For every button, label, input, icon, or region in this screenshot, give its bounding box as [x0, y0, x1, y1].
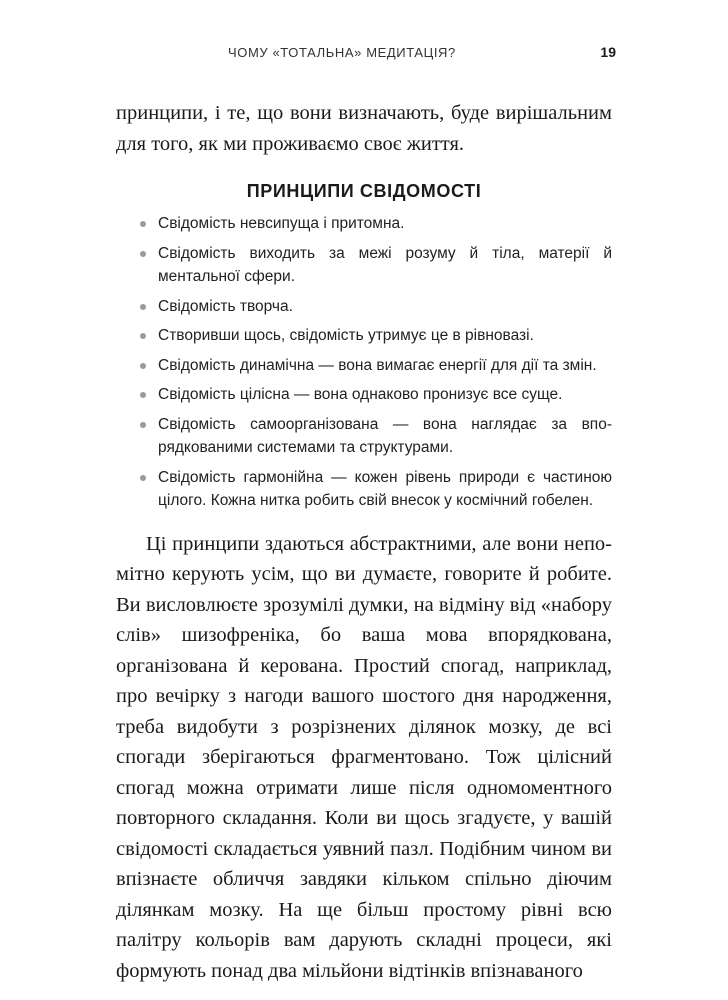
page-header	[228, 44, 616, 60]
bullet-icon	[140, 392, 146, 398]
bullet-icon	[140, 333, 146, 339]
section-title: ПРИНЦИПИ СВІДОМОСТІ	[246, 181, 482, 201]
running-title: ЧОМУ «ТОТАЛЬНА» МЕДИТАЦІЯ?	[228, 45, 456, 60]
list-item	[116, 413, 612, 460]
principles-list	[116, 212, 612, 513]
bullet-icon	[140, 304, 146, 310]
list-item-text: Свідомість цілісна — вона однаково пронизує все суще.	[158, 386, 563, 403]
opening-paragraph: принципи, і те, що вони визначають, буде вирішальним для того, як ми проживаємо своє життя.	[116, 102, 612, 155]
bullet-icon	[140, 221, 146, 227]
bullet-icon	[140, 422, 146, 428]
list-item-text: Свідомість самоорганізована — вона наглядає за впорядкованими системами та структурами.	[158, 415, 612, 456]
bullet-icon	[140, 475, 146, 481]
list-item	[116, 212, 612, 236]
list-item	[116, 466, 612, 513]
list-item-text: Створивши щось, свідомість утримує це в рівновазі.	[158, 327, 534, 344]
list-item	[116, 354, 612, 378]
page-content	[116, 98, 612, 986]
list-item	[116, 295, 612, 319]
list-item-text: Свідомість виходить за межі розуму й тіла, матерії й ментальної сфери.	[158, 244, 612, 285]
list-item	[116, 383, 612, 407]
list-item-text: Свідомість невсипуща і притомна.	[158, 215, 405, 232]
list-item	[116, 324, 612, 348]
body-paragraph: Ці принципи здаються абстрактними, але вони непомітно керують усім, що ви думаєте, говорите й робите. Ви висловлюєте зрозумілі думки, на відміну від «набору слів» шизофреніка, бо ваша мова впорядкована, організована й керована. Простий спогад, наприклад, про вечірку з нагоди вашого шостого дня народження, треба видобути з розрізнених ділянок мозку, де всі спогади зберігаються фрагментовано. Тож цілісний спогад можна отримати лише після одномоментного повторного складання. Коли ви щось згадуєте, у вашій свідомості складається уявний пазл. Подібним чином ви впізнаєте обличчя завдяки кільком спільно діючим ділянкам мозку. На ще більш простому рівні всю палітру кольорів вам дарують складні процеси, які формують понад два мільйони відтінків впізнаваного	[116, 532, 612, 982]
list-item-text: Свідомість гармонійна — кожен рівень природи є частиною цілого. Кожна нитка робить свій внесок у космічний гобелен.	[158, 468, 612, 509]
list-item	[116, 242, 612, 289]
bullet-icon	[140, 363, 146, 369]
page-number: 19	[600, 44, 616, 60]
list-item-text: Свідомість динамічна — вона вимагає енергії для дії та змін.	[158, 356, 597, 374]
bullet-icon	[140, 251, 146, 257]
list-item-text: Свідомість творча.	[158, 297, 293, 315]
